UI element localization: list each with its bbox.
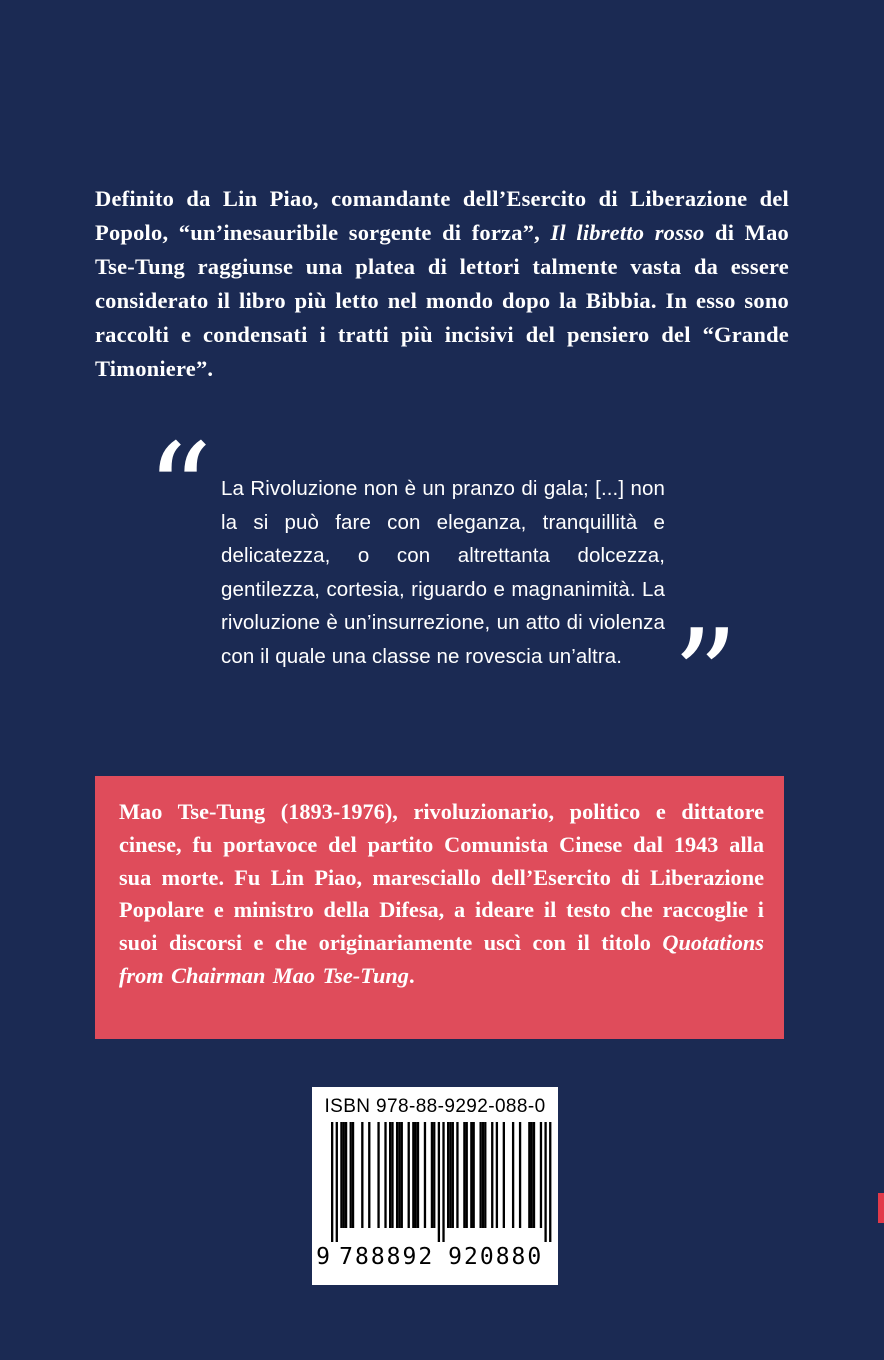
bio-paragraph (95, 776, 784, 1013)
close-quote-icon: ” (672, 601, 739, 753)
quote-text: La Rivoluzione non è un pranzo di gala; [...] non la si può fare con eleganza, tranquillità e delicatezza, o con altrettanta dolcezza, gentilezza, cortesia, riguardo e magnanimità. La rivoluzione è un’insurrezione, un atto di violenza con il quale una classe ne rovescia un’altra. (221, 477, 665, 668)
open-quote-icon: “ (146, 415, 213, 567)
intro-paragraph (95, 182, 789, 386)
intro-text-cont: di Mao Tse-Tung raggiunse una platea di lettori talmente vasta da essere considerato il libro più letto nel mondo dopo la Bibbia. In esso sono raccolti e condensati i tratti più incisivi del pensiero del “Grande Timoniere”. (95, 220, 789, 381)
barcode-svg (315, 1122, 555, 1272)
svg-text:9: 9 (316, 1244, 332, 1270)
original-title-italic: Quotations from Chairman Mao Tse-Tung (119, 930, 764, 988)
red-edge-mark (878, 1193, 884, 1223)
intro-text: Definito da Lin Piao, comandante dell’Esercito di Liberazione del Popolo, “un’inesauribile sorgente di forza”, (95, 186, 789, 245)
svg-text:788892: 788892 (339, 1244, 435, 1270)
bio-text: Mao Tse-Tung (1893-1976), rivoluzionario, politico e dittatore cinese, fu portavoce del partito Comunista Cinese dal 1943 alla sua morte. Fu Lin Piao, maresciallo dell’Esercito di Liberazione Popolare e ministro della Difesa, a ideare il testo che raccoglie i suoi discorsi e che originariamente uscì con il titolo (119, 799, 764, 956)
author-bio-box (95, 776, 784, 1039)
barcode-panel (312, 1087, 558, 1285)
book-title-italic: Il libretto rosso (550, 220, 705, 245)
svg-text:920880: 920880 (448, 1244, 544, 1270)
bio-text-end: . (408, 962, 415, 988)
isbn-label: ISBN 978-88-9292-088-0 (324, 1096, 546, 1117)
